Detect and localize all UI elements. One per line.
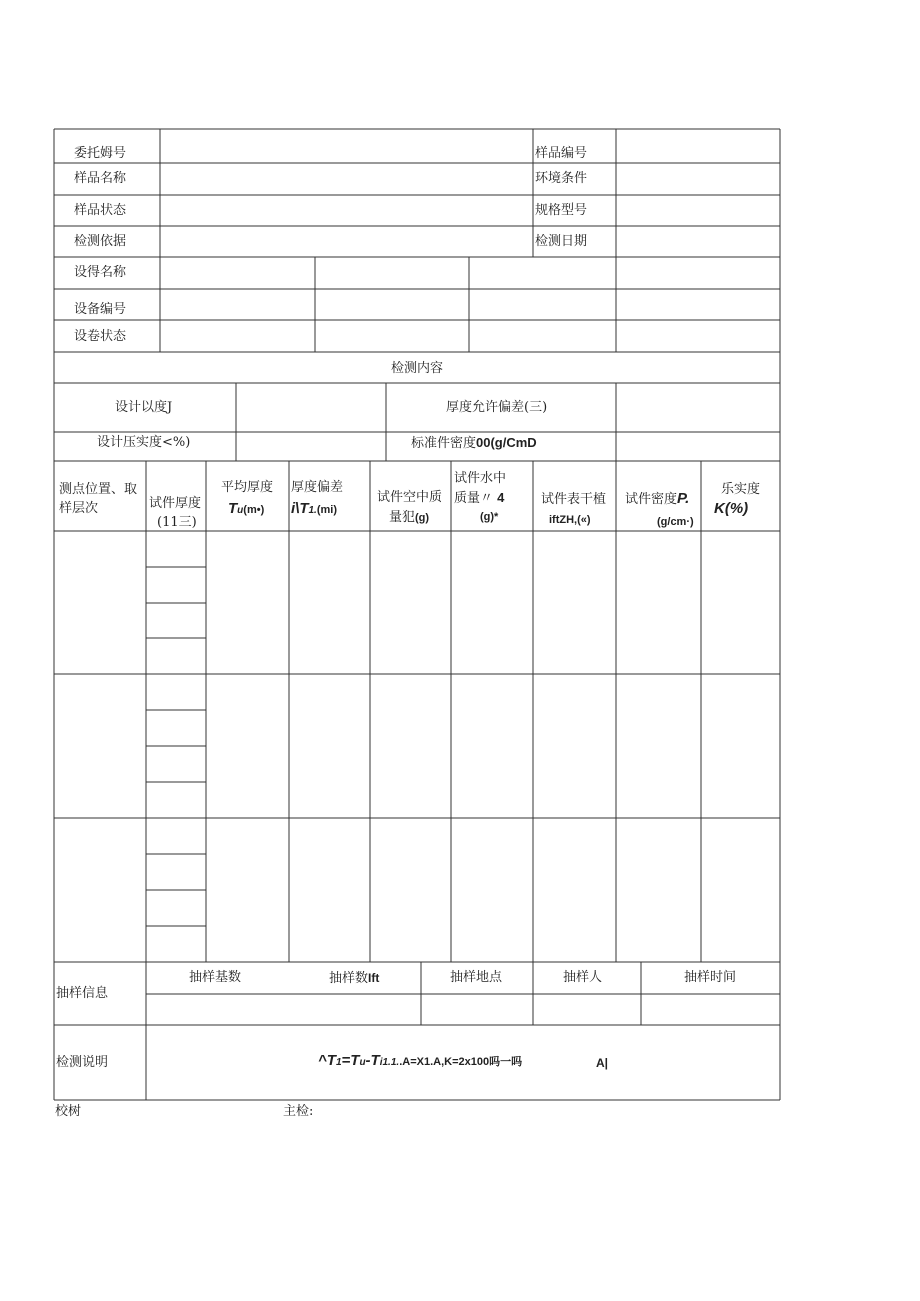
- col-location-line2: 样层次: [59, 501, 99, 516]
- equipment-state-label: 设卷状态: [74, 329, 127, 344]
- col-deviation-line1: 厚度偏差: [291, 480, 344, 495]
- design-compaction-label: 设计压实度<%): [97, 435, 191, 450]
- sample-no-label: 样品编号: [535, 146, 588, 161]
- sampling-label: 抽样信息: [56, 986, 109, 1001]
- col-avg-thickness-line1: 平均厚度: [221, 480, 274, 495]
- equipment-name-label: 设得名称: [74, 265, 127, 280]
- sampling-location-label: 抽样地点: [450, 970, 503, 985]
- std-density-text: 标准件密度: [411, 436, 477, 451]
- col-water-mass-line3: (g)*: [480, 511, 499, 523]
- notes-label: 检测说明: [56, 1055, 109, 1070]
- test-date-label: 检测日期: [535, 234, 588, 249]
- col-compaction-line1: 乐实度: [721, 482, 761, 497]
- design-thickness-label: 设计以度J: [115, 400, 173, 415]
- main-tester-label: 主检:: [283, 1104, 314, 1119]
- col-density-header: [625, 487, 694, 534]
- notes-formula: ^T1=Tu-Ti1.1..A=X1.A,K=2x100吗一吗: [318, 1052, 523, 1069]
- col-water-mass-line1: 试件水中: [454, 471, 507, 486]
- equipment-number-label: 设备编号: [74, 302, 127, 317]
- test-basis-label: 检测依据: [74, 234, 127, 249]
- notes-formula-tail: A|: [596, 1056, 609, 1070]
- col-water-mass-header: [454, 469, 506, 527]
- col-deviation-header: [291, 477, 343, 521]
- col-location-line1: 测点位置、取: [59, 482, 138, 497]
- sampling-base-count-label: 抽样基数: [189, 970, 242, 985]
- sampling-person-label: 抽样人: [563, 970, 603, 985]
- content-title: 检测内容: [391, 361, 444, 376]
- commission-no-label: 委托姆号: [74, 146, 127, 161]
- sampling-count-label: 抽样数Ift: [329, 971, 380, 986]
- col-air-mass-line1: 试件空中质: [377, 490, 443, 505]
- sample-name-label: 样品名称: [74, 171, 127, 186]
- col-avg-thickness-line2: Tu(m•): [228, 500, 265, 517]
- col-thickness-header: [149, 494, 201, 532]
- col-thickness-line2: (11三): [157, 515, 197, 530]
- sample-state-label: 样品状态: [74, 203, 127, 218]
- col-water-mass-line2: 质量〃 4: [454, 490, 505, 506]
- std-density-unit: 00(g/CmD: [476, 435, 537, 450]
- col-avg-thickness-header: [221, 477, 273, 521]
- col-ssd-mass-line1: 试件表干植: [541, 492, 607, 507]
- col-air-mass-line2: 量犯(g): [389, 510, 430, 525]
- thickness-tolerance-label: 厚度允许偏差(三): [446, 400, 548, 415]
- col-compaction-header: [714, 480, 760, 518]
- col-ssd-mass-line2: iftZH,(«): [549, 514, 591, 526]
- checker-label: 校树: [55, 1104, 82, 1119]
- env-condition-label: 环境条件: [535, 171, 588, 186]
- col-location-header: [59, 480, 137, 518]
- col-density-line1: 试件密度P.: [625, 490, 690, 507]
- std-density-label: [411, 435, 537, 452]
- col-thickness-line1: 试件厚度: [149, 496, 202, 511]
- col-air-mass-header: [377, 488, 442, 528]
- col-density-line2: (g/cm·): [657, 516, 694, 528]
- sampling-time-label: 抽样时间: [684, 970, 737, 985]
- col-compaction-line2: K(%): [714, 500, 749, 517]
- spec-model-label: 规格型号: [535, 203, 588, 218]
- col-deviation-line2: i\T1.(mi): [291, 500, 338, 517]
- col-ssd-mass-header: [541, 489, 606, 531]
